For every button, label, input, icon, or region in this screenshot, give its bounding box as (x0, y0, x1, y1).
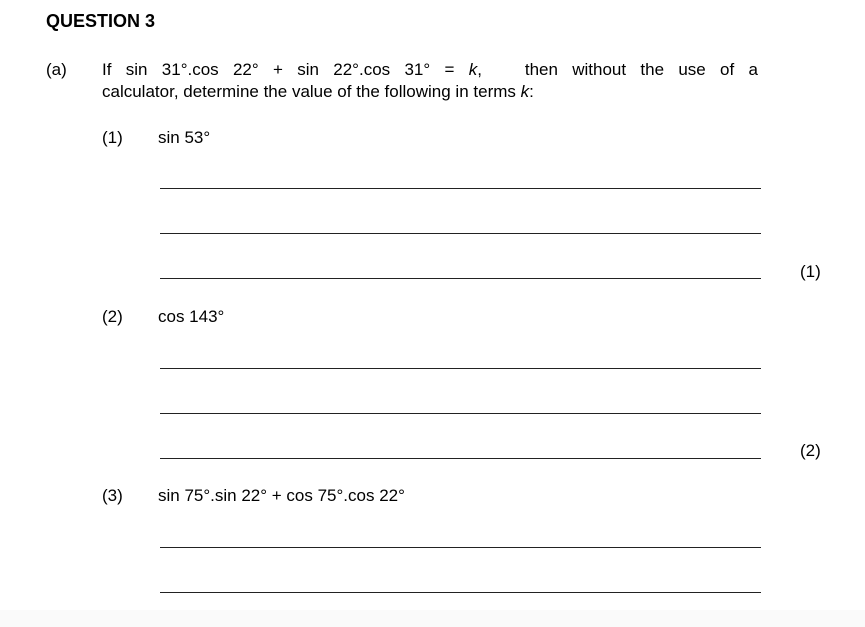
answer-line[interactable] (160, 592, 761, 593)
answer-line[interactable] (160, 458, 761, 459)
subquestion-2-expression: cos 143° (158, 307, 225, 326)
answer-line[interactable] (160, 233, 761, 234)
subquestion-3-expression: sin 75°.sin 22° + cos 75°.cos 22° (158, 486, 405, 505)
answer-line[interactable] (160, 368, 761, 369)
answer-line[interactable] (160, 547, 761, 548)
subquestion-1-marks: (1) (800, 262, 821, 281)
answer-line[interactable] (160, 278, 761, 279)
question-stem-line-2: calculator, determine the value of the following in terms k: (102, 82, 534, 101)
question-stem-line-1: If sin 31°.cos 22° + sin 22°.cos 31° = k, then without the use of a (102, 60, 758, 79)
page-bottom-edge (0, 610, 865, 627)
subquestion-2-marks: (2) (800, 441, 821, 460)
question-title: QUESTION 3 (46, 11, 156, 31)
subquestion-3-number: (3) (102, 486, 123, 505)
subquestion-1-expression: sin 53° (158, 128, 211, 147)
subquestion-1-number: (1) (102, 128, 123, 147)
subquestion-2-number: (2) (102, 307, 123, 326)
answer-line[interactable] (160, 413, 761, 414)
answer-line[interactable] (160, 188, 761, 189)
part-label: (a) (46, 60, 67, 79)
